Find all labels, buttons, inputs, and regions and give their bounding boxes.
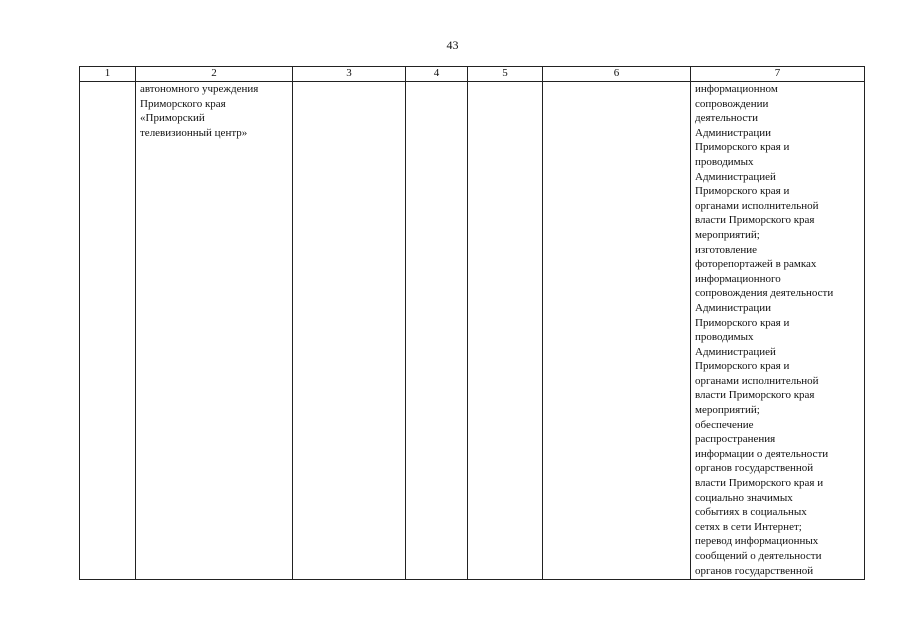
cell-col-5: [468, 82, 543, 580]
column-header-3: 3: [293, 67, 406, 82]
column-header-4: 4: [406, 67, 468, 82]
document-table: [79, 66, 865, 580]
cell-col-1: [80, 82, 136, 580]
cell-col-6: [543, 82, 691, 580]
page-number: 43: [446, 38, 459, 52]
column-header-2: 2: [136, 67, 293, 82]
table-row: [80, 82, 865, 580]
column-header-1: 1: [80, 67, 136, 82]
column-header-6: 6: [543, 67, 691, 82]
cell-col-3: [293, 82, 406, 580]
table-header-row: [80, 67, 865, 82]
column-header-7: 7: [691, 67, 865, 82]
cell-col-4: [406, 82, 468, 580]
cell-institution-name: автономного учреждения Приморского края «Приморский телевизионный центр»: [136, 82, 293, 580]
column-header-5: 5: [468, 67, 543, 82]
cell-activities-description: информационном сопровождении деятельности Администрации Приморского края и проводимых Администрацией Приморского края и органами исполнительной власти Приморского края мероприятий; изготовление фоторепортажей в рамках информационного сопровождения деятельности Администрации Приморского края и проводимых Администрацией Приморского края и органами исполнительной власти Приморского края мероприятий; обеспечение распространения информации о деятельности органов государственной власти Приморского края и социально значимых событиях в социальных сетях в сети Интернет; перевод информационных сообщений о деятельности органов государственной: [691, 82, 865, 580]
